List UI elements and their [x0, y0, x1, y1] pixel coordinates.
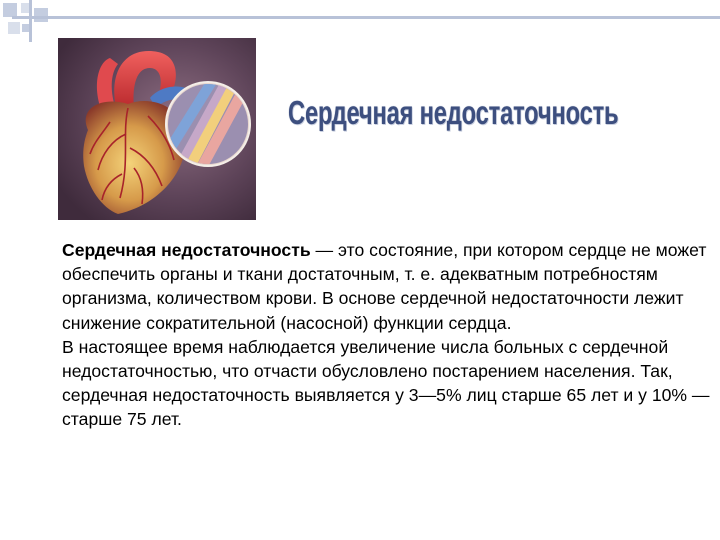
paragraph-definition — [62, 238, 712, 335]
header-vertical-rule — [29, 0, 32, 42]
heart-illustration — [58, 38, 256, 220]
decor-square — [34, 8, 48, 22]
header-rule — [12, 16, 720, 19]
definition-text: — это состояние, при котором сердце не может обеспечить органы и ткани достаточным, т. е. адекватным потребностям организма, количеством крови. В основе сердечной недостаточности лежит снижение сократительной (насосной) функции сердца. — [62, 240, 707, 333]
decor-square — [3, 3, 17, 17]
definition-term: Сердечная недостаточность — [62, 240, 311, 260]
paragraph-epidemiology: В настоящее время наблюдается увеличение числа больных с сердечной недостаточностью, что отчасти обусловлено постарением населения. Так, сердечная недостаточность выявляется у 3—5% лиц старше 65 лет и у 10% — старше 75 лет. — [62, 336, 710, 430]
slide-title: Сердечная недостаточность — [288, 94, 619, 131]
body-text — [62, 238, 712, 432]
decor-square — [8, 22, 20, 34]
